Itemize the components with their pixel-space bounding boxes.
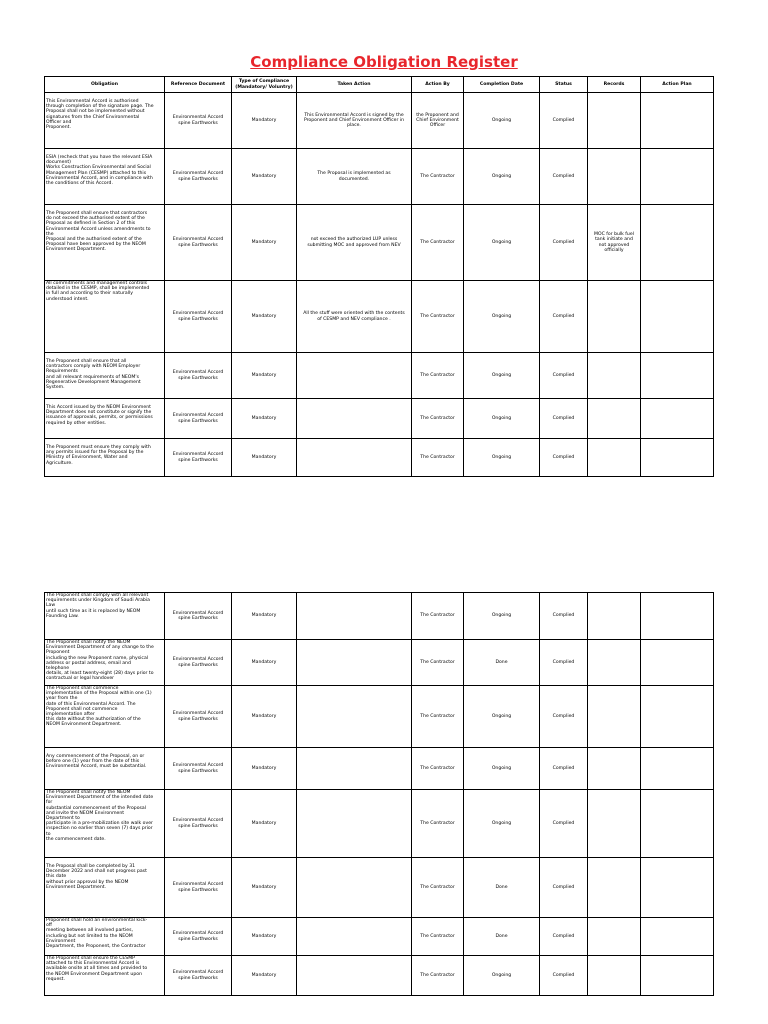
- column-header-action-plan: Action Plan: [641, 77, 714, 93]
- table-row: [45, 205, 714, 281]
- cell-type-of-compliance: Mandatory: [232, 93, 297, 149]
- cell-obligation: The Proponent shall comply with all relevant requirements under Kingdom of Saudi Arabia Law until such time as it is replaced by NEOM Founding Law.: [45, 593, 165, 640]
- cell-status: Complied: [540, 686, 588, 748]
- cell-status: Complied: [540, 353, 588, 399]
- cell-taken-action: [297, 399, 412, 439]
- cell-taken-action: [297, 686, 412, 748]
- column-header-taken-action: Taken Action: [297, 77, 412, 93]
- cell-records: [588, 858, 641, 918]
- cell-completion-date: Ongoing: [464, 593, 540, 640]
- cell-status: Complied: [540, 918, 588, 956]
- cell-action-plan: [641, 748, 714, 790]
- cell-taken-action: [297, 918, 412, 956]
- cell-type-of-compliance: Mandatory: [232, 281, 297, 353]
- page-title: Compliance Obligation Register: [250, 53, 518, 71]
- cell-reference-document: Environmental Accord spine Earthworks: [165, 790, 232, 858]
- cell-reference-document: Environmental Accord spine Earthworks: [165, 439, 232, 477]
- cell-action-by: The Contractor: [412, 686, 464, 748]
- cell-completion-date: Done: [464, 640, 540, 686]
- cell-reference-document: Environmental Accord spine Earthworks: [165, 353, 232, 399]
- cell-status: Complied: [540, 281, 588, 353]
- cell-action-by: The Contractor: [412, 353, 464, 399]
- cell-status: Complied: [540, 790, 588, 858]
- column-header-obligation: Obligation: [45, 77, 165, 93]
- cell-records: [588, 790, 641, 858]
- cell-action-plan: [641, 593, 714, 640]
- table-row: [45, 399, 714, 439]
- cell-reference-document: Environmental Accord spine Earthworks: [165, 149, 232, 205]
- column-header-records: Records: [588, 77, 641, 93]
- cell-action-by: The Contractor: [412, 918, 464, 956]
- cell-completion-date: Done: [464, 918, 540, 956]
- cell-status: Complied: [540, 858, 588, 918]
- table-row: [45, 353, 714, 399]
- cell-action-plan: [641, 686, 714, 748]
- cell-obligation: The Proponent shall notify the NEOM Environment Department of any change to the Proponent including the new Proponent name, physical address or postal address, email and telephone details, at least twenty-eight (28) days prior to contractual or legal handover: [45, 640, 165, 686]
- cell-taken-action: [297, 956, 412, 996]
- table-row: [45, 748, 714, 790]
- cell-obligation: The Proponent must ensure they comply with any permits issued for the Proposal by the Ministry of Environment, Water and Agriculture.: [45, 439, 165, 477]
- cell-type-of-compliance: Mandatory: [232, 858, 297, 918]
- cell-completion-date: Ongoing: [464, 956, 540, 996]
- cell-status: Complied: [540, 205, 588, 281]
- cell-action-plan: [641, 353, 714, 399]
- table-row: [45, 918, 714, 956]
- cell-action-by: the Proponent and Chief Environment Officer: [412, 93, 464, 149]
- cell-status: Complied: [540, 640, 588, 686]
- column-header-action-by: Action By: [412, 77, 464, 93]
- cell-type-of-compliance: Mandatory: [232, 790, 297, 858]
- cell-records: [588, 281, 641, 353]
- cell-reference-document: Environmental Accord spine Earthworks: [165, 640, 232, 686]
- cell-status: Complied: [540, 399, 588, 439]
- column-header-completion-date: Completion Date: [464, 77, 540, 93]
- cell-records: [588, 399, 641, 439]
- register-table-top: [44, 76, 714, 477]
- cell-records: [588, 593, 641, 640]
- cell-taken-action: All the stuff were oriented with the contents of CESMP and NEV compliance .: [297, 281, 412, 353]
- cell-taken-action: This Environmental Accord is signed by the Proponent and Chief Environment Officer in place.: [297, 93, 412, 149]
- cell-taken-action: The Proposal is implemented as documented.: [297, 149, 412, 205]
- cell-action-by: The Contractor: [412, 149, 464, 205]
- cell-completion-date: Ongoing: [464, 439, 540, 477]
- cell-taken-action: [297, 439, 412, 477]
- cell-obligation: The Proponent shall ensure that contractors do not exceed the authorised extent of the Proposal as defined in Section 2 of this Environmental Accord unless amendments to the Proposal and the authorised extent of the Proposal have been approved by the NEOM Environment Department.: [45, 205, 165, 281]
- cell-reference-document: Environmental Accord spine Earthworks: [165, 281, 232, 353]
- cell-completion-date: Done: [464, 858, 540, 918]
- cell-action-by: The Contractor: [412, 439, 464, 477]
- cell-action-by: The Contractor: [412, 205, 464, 281]
- cell-action-plan: [641, 149, 714, 205]
- cell-action-plan: [641, 956, 714, 996]
- register-table-bottom: [44, 592, 714, 996]
- cell-status: Complied: [540, 93, 588, 149]
- cell-action-plan: [641, 858, 714, 918]
- cell-action-by: The Contractor: [412, 858, 464, 918]
- cell-action-by: The Contractor: [412, 593, 464, 640]
- cell-reference-document: Environmental Accord spine Earthworks: [165, 593, 232, 640]
- cell-reference-document: Environmental Accord spine Earthworks: [165, 748, 232, 790]
- column-header-type-of-compliance: Type of Compliance (Mandatory/ Voluntry): [232, 77, 297, 93]
- cell-reference-document: Environmental Accord spine Earthworks: [165, 205, 232, 281]
- table-row: [45, 149, 714, 205]
- cell-action-by: The Contractor: [412, 640, 464, 686]
- cell-action-plan: [641, 790, 714, 858]
- cell-completion-date: Ongoing: [464, 790, 540, 858]
- cell-type-of-compliance: Mandatory: [232, 956, 297, 996]
- cell-action-by: The Contractor: [412, 790, 464, 858]
- cell-obligation: This Accord issued by the NEOM Environment Department does not constitute or signify the issuance of approvals, permits, or permissions required by other entities.: [45, 399, 165, 439]
- column-header-reference-document: Reference Document: [165, 77, 232, 93]
- cell-status: Complied: [540, 439, 588, 477]
- cell-obligation: Proponent shall hold an environmental kick- off meeting between all involved parties, including but not limited to the NEOM Environment Department, the Proponent, the Contractor: [45, 918, 165, 956]
- table-row: [45, 640, 714, 686]
- cell-reference-document: Environmental Accord spine Earthworks: [165, 918, 232, 956]
- cell-obligation: The Proponent shall ensure that all contractors comply with NEOM Employer Requirements and all relevant requirements of NEOM's Regenerative Development Management System.: [45, 353, 165, 399]
- table-row: [45, 93, 714, 149]
- cell-completion-date: Ongoing: [464, 353, 540, 399]
- cell-action-plan: [641, 205, 714, 281]
- cell-status: Complied: [540, 748, 588, 790]
- cell-records: MOC for bulk fuel tank initiate and not approved officially: [588, 205, 641, 281]
- cell-action-plan: [641, 918, 714, 956]
- cell-reference-document: Environmental Accord spine Earthworks: [165, 956, 232, 996]
- cell-taken-action: [297, 748, 412, 790]
- cell-action-by: The Contractor: [412, 956, 464, 996]
- cell-type-of-compliance: Mandatory: [232, 918, 297, 956]
- table-row: [45, 281, 714, 353]
- cell-type-of-compliance: Mandatory: [232, 686, 297, 748]
- cell-type-of-compliance: Mandatory: [232, 439, 297, 477]
- cell-action-plan: [641, 93, 714, 149]
- cell-status: Complied: [540, 149, 588, 205]
- cell-taken-action: [297, 353, 412, 399]
- cell-records: [588, 748, 641, 790]
- cell-records: [588, 686, 641, 748]
- cell-action-plan: [641, 439, 714, 477]
- cell-taken-action: [297, 640, 412, 686]
- cell-action-by: The Contractor: [412, 399, 464, 439]
- cell-records: [588, 640, 641, 686]
- cell-completion-date: Ongoing: [464, 748, 540, 790]
- cell-type-of-compliance: Mandatory: [232, 353, 297, 399]
- cell-action-plan: [641, 281, 714, 353]
- cell-status: Complied: [540, 593, 588, 640]
- cell-reference-document: Environmental Accord spine Earthworks: [165, 93, 232, 149]
- register-title-wrap: [0, 52, 768, 71]
- cell-taken-action: not exceed the authorized LUP unless submitting MOC and approved from NEV: [297, 205, 412, 281]
- cell-action-by: The Contractor: [412, 281, 464, 353]
- cell-completion-date: Ongoing: [464, 205, 540, 281]
- cell-obligation: ESIA (recheck that you have the relevant ESIA document) Works Construction Environmental and Social Management Plan (CESMP) attached to this Environmental Accord, and in compliance with the conditions of this Accord.: [45, 149, 165, 205]
- cell-type-of-compliance: Mandatory: [232, 205, 297, 281]
- cell-reference-document: Environmental Accord spine Earthworks: [165, 399, 232, 439]
- cell-completion-date: Ongoing: [464, 93, 540, 149]
- cell-action-plan: [641, 399, 714, 439]
- cell-taken-action: [297, 858, 412, 918]
- cell-reference-document: Environmental Accord spine Earthworks: [165, 858, 232, 918]
- cell-records: [588, 439, 641, 477]
- cell-records: [588, 93, 641, 149]
- table-row: [45, 956, 714, 996]
- cell-type-of-compliance: Mandatory: [232, 748, 297, 790]
- cell-type-of-compliance: Mandatory: [232, 399, 297, 439]
- header-row: [45, 77, 714, 93]
- cell-obligation: This Environmental Accord is authorised through completion of the signature page. The Proposal shall not be implemented without signatures from the Chief Environmental Officer and Proponent.: [45, 93, 165, 149]
- cell-taken-action: [297, 790, 412, 858]
- cell-obligation: The Proponent shall notify the NEOM Environment Department of the intended date for substantial commencement of the Proposal and invite the NEOM Environment Department to participate in a pre-mobilization site walk over inspection no earlier than seven (7) days prior to the commencement date.: [45, 790, 165, 858]
- cell-completion-date: Ongoing: [464, 399, 540, 439]
- cell-reference-document: Environmental Accord spine Earthworks: [165, 686, 232, 748]
- cell-taken-action: [297, 593, 412, 640]
- cell-obligation: The Proposal shall be completed by 31 December 2022 and shall not progress past this date without prior approval by the NEOM Environment Department.: [45, 858, 165, 918]
- cell-type-of-compliance: Mandatory: [232, 640, 297, 686]
- cell-completion-date: Ongoing: [464, 149, 540, 205]
- table-row: [45, 790, 714, 858]
- cell-action-by: The Contractor: [412, 748, 464, 790]
- cell-completion-date: Ongoing: [464, 281, 540, 353]
- cell-obligation: The Proponent shall commence implementation of the Proposal within one (1) year from the date of this Environmental Accord. The Proponent shall not commence implementation after this date without the authorization of the NEOM Environment Department.: [45, 686, 165, 748]
- cell-obligation: Any commencement of the Proposal, on or before one (1) year from the date of this Environmental Accord, must be substantial.: [45, 748, 165, 790]
- cell-records: [588, 918, 641, 956]
- cell-action-plan: [641, 640, 714, 686]
- cell-type-of-compliance: Mandatory: [232, 149, 297, 205]
- cell-status: Complied: [540, 956, 588, 996]
- column-header-status: Status: [540, 77, 588, 93]
- cell-obligation: The Proponent shall ensure the CESMP attached to this Environmental Accord is available onsite at all times and provided to the NEOM Environment Department upon request.: [45, 956, 165, 996]
- table-row: [45, 593, 714, 640]
- table-row: [45, 439, 714, 477]
- cell-type-of-compliance: Mandatory: [232, 593, 297, 640]
- table-row: [45, 858, 714, 918]
- cell-obligation: All commitments and management controls detailed in the CESMP, shall be implemented in full and according to their naturally understood intent.: [45, 281, 165, 353]
- cell-records: [588, 956, 641, 996]
- cell-records: [588, 149, 641, 205]
- cell-completion-date: Ongoing: [464, 686, 540, 748]
- cell-records: [588, 353, 641, 399]
- table-row: [45, 686, 714, 748]
